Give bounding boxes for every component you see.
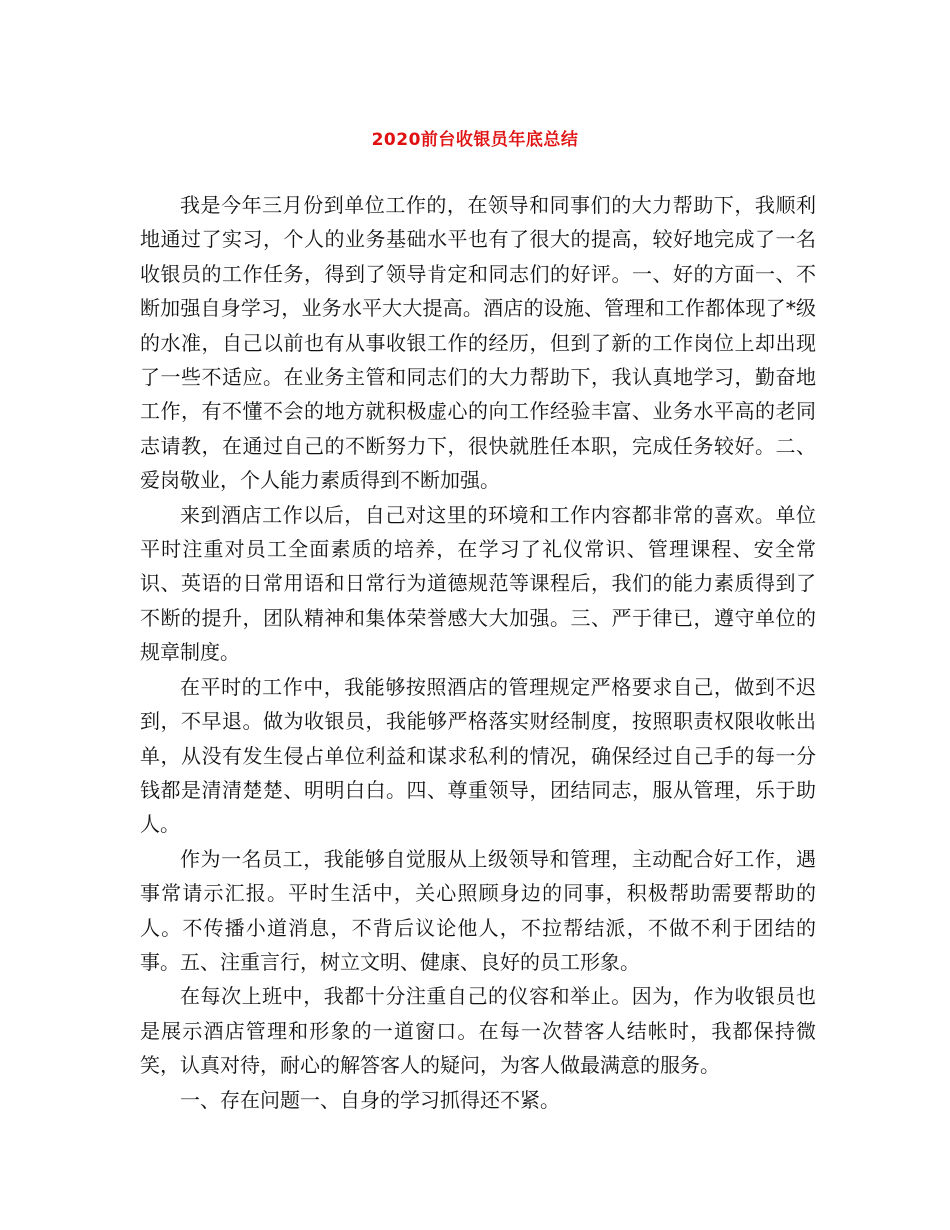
paragraph-2: 来到酒店工作以后，自己对这里的环境和工作内容都非常的喜欢。单位平时注重对员工全面素质的培养，在学习了礼仪常识、管理课程、安全常识、英语的日常用语和日常行为道德规范等课程后，我们的能力素质得到了不断的提升，团队精神和集体荣誉感大大加强。三、严于律已，遵守单位的规章制度。 (140, 502, 816, 665)
document-body (140, 188, 816, 1117)
paragraph-5: 在每次上班中，我都十分注重自己的仪容和举止。因为，作为收银员也是展示酒店管理和形象的一道窗口。在每一次替客人结帐时，我都保持微笑，认真对待，耐心的解答客人的疑问，为客人做最满意的服务。 (140, 984, 816, 1078)
paragraph-3: 在平时的工作中，我能够按照酒店的管理规定严格要求自己，做到不迟到，不早退。做为收银员，我能够严格落实财经制度，按照职责权限收帐出单，从没有发生侵占单位利益和谋求私利的情况，确保经过自己手的每一分钱都是清清楚楚、明明白白。四、尊重领导，团结同志，服从管理，乐于助人。 (140, 674, 816, 837)
document-title: 2020前台收银员年底总结 (371, 130, 579, 150)
paragraph-4: 作为一名员工，我能够自觉服从上级领导和管理，主动配合好工作，遇事常请示汇报。平时生活中，关心照顾身边的同事，积极帮助需要帮助的人。不传播小道消息，不背后议论他人，不拉帮结派，不做不利于团结的事。五、注重言行，树立文明、健康、良好的员工形象。 (140, 846, 816, 974)
paragraph-1: 我是今年三月份到单位工作的，在领导和同事们的大力帮助下，我顺利地通过了实习，个人的业务基础水平也有了很大的提高，较好地完成了一名收银员的工作任务，得到了领导肯定和同志们的好评。一、好的方面一、不断加强自身学习，业务水平大大提高。酒店的设施、管理和工作都体现了*级的水准，自己以前也有从事收银工作的经历，但到了新的工作岗位上却出现了一些不适应。在业务主管和同志们的大力帮助下，我认真地学习，勤奋地工作，有不懂不会的地方就积极虚心的向工作经验丰富、业务水平高的老同志请教，在通过自己的不断努力下，很快就胜任本职，完成任务较好。二、爱岗敬业，个人能力素质得到不断加强。 (140, 193, 816, 493)
paragraph-6: 一、存在问题一、自身的学习抓得还不紧。 (180, 1087, 560, 1112)
